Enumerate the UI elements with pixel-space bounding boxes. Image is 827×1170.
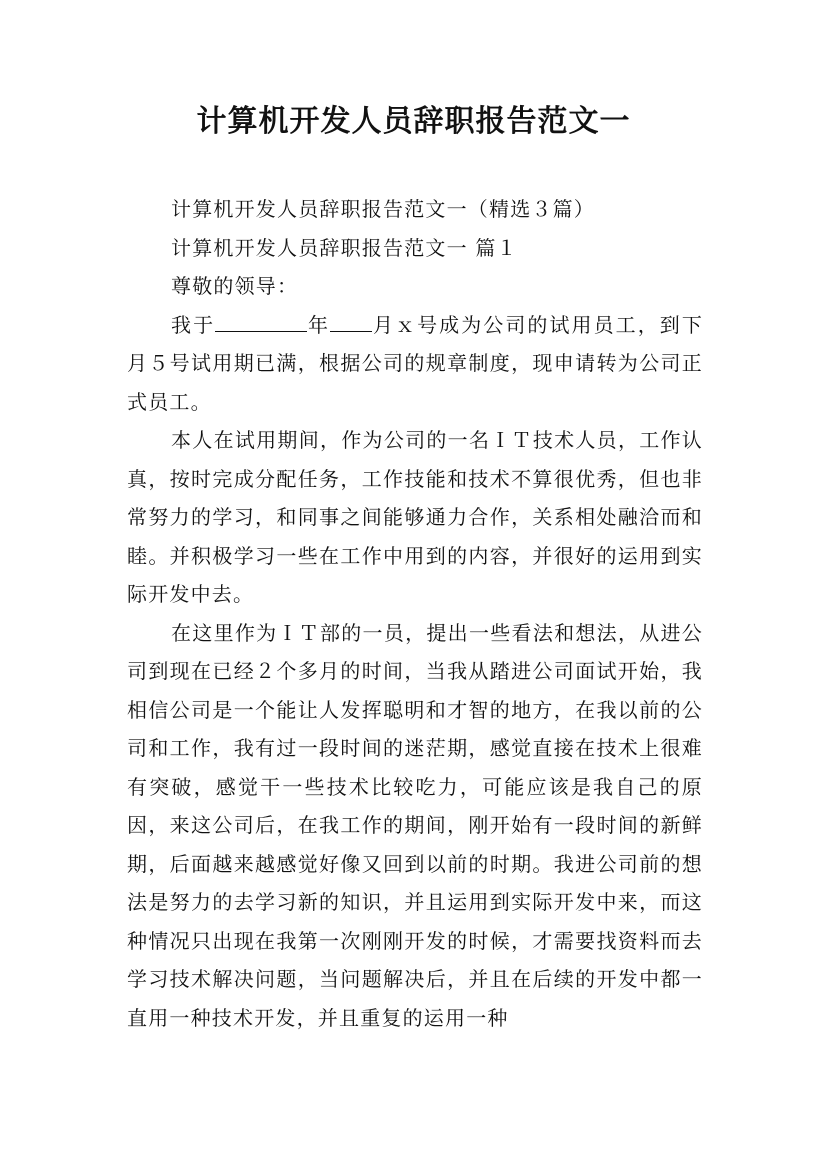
document-title: 计算机开发人员辞职报告范文一	[196, 104, 631, 139]
year-blank	[215, 311, 307, 332]
document-body	[127, 190, 703, 1037]
paragraph-opinions: 在这里作为ＩＴ部的一员，提出一些看法和想法，从进公司到现在已经２个多月的时间，当我从踏进公司面试开始，我相信公司是一个能让人发挥聪明和才智的地方，在我以前的公司和工作，我有过一段时间的迷茫期，感觉直接在技术上很难有突破，感觉干一些技术比较吃力，可能应该是我自己的原因，来这公司后，在我工作的期间，刚开始有一段时间的新鲜期，后面越来越感觉好像又回到以前的时期。我进公司前的想法是努力的去学习新的知识，并且运用到实际开发中来，而这种情况只出现在我第一次刚刚开发的时候，才需要找资料而去学习技术解决问题，当问题解决后，并且在后续的开发中都一直用一种技术开发，并且重复的运用一种	[127, 620, 703, 1030]
paragraph-probation-dates	[127, 306, 703, 422]
paragraph-work-summary: 本人在试用期间，作为公司的一名ＩＴ技术人员，工作认真，按时完成分配任务，工作技能和技术不算很优秀，但也非常努力的学习，和同事之间能够通力合作，关系相处融洽而和睦。并积极学习一些在工作中用到的内容，并很好的运用到实际开发中去。	[127, 428, 703, 606]
paragraph-prefix: 我于	[171, 312, 216, 337]
section-heading: 计算机开发人员辞职报告范文一 篇１	[171, 235, 518, 260]
document-subtitle: 计算机开发人员辞职报告范文一（精选３篇）	[171, 197, 595, 221]
year-label: 年	[307, 312, 331, 337]
paragraph-rest: 月ｘ号成为公司的试用员工，到下月５号试用期已满，根据公司的规章制度，现申请转为公司正式员工。	[127, 312, 704, 414]
salutation: 尊敬的领导：	[171, 274, 299, 298]
month-blank	[330, 311, 372, 332]
